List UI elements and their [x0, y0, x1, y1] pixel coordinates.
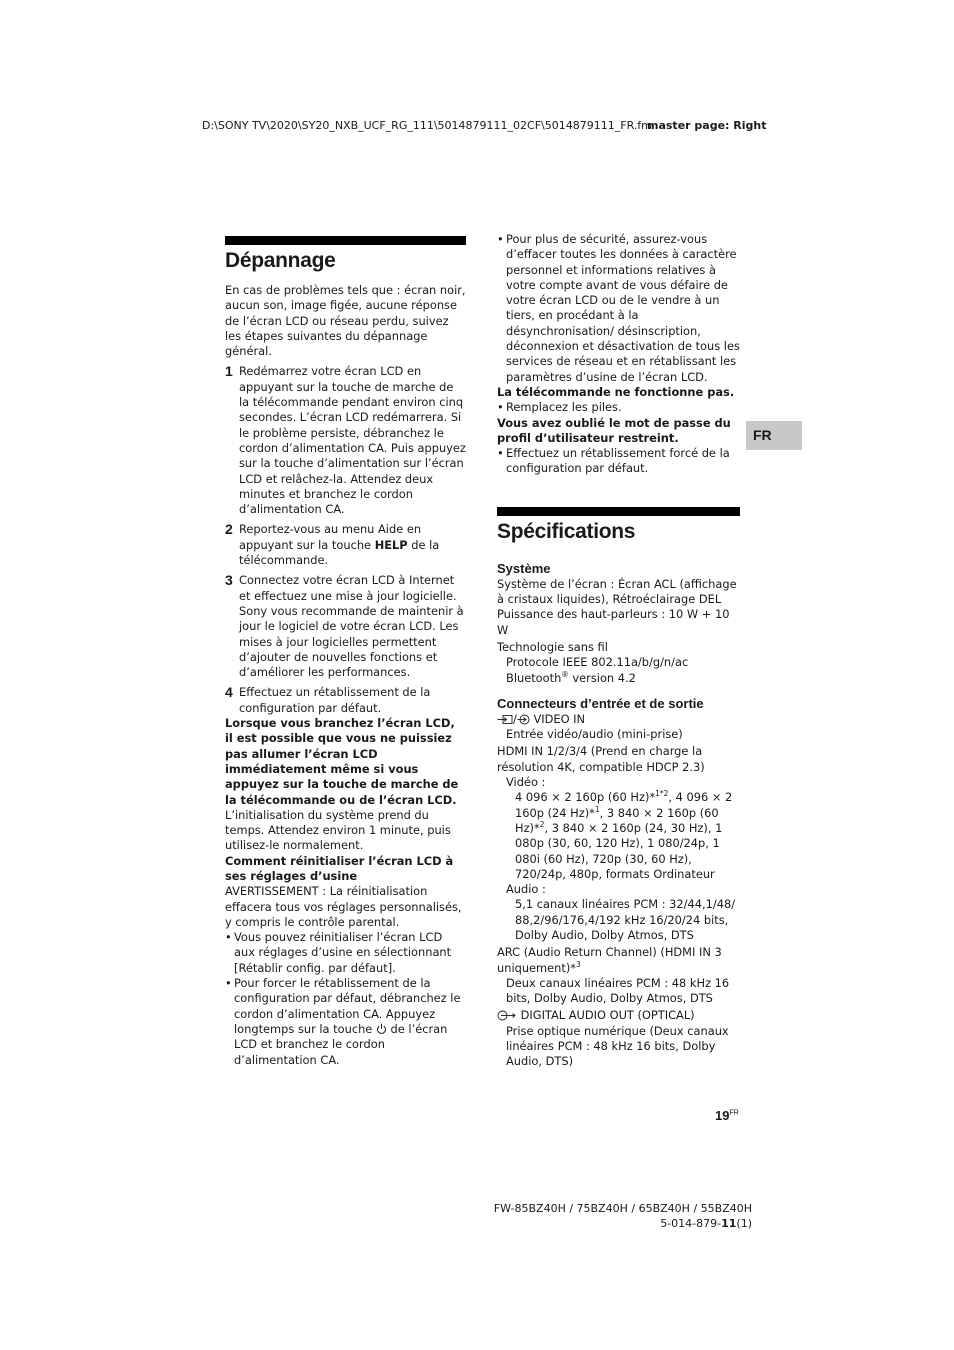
- spec-bluetooth: Bluetooth® version 4.2: [506, 669, 636, 685]
- file-path: D:\SONY TV\2020\SY20_NXB_UCF_RG_111\5014879111_02CF\5014879111_FR.fm: [202, 119, 652, 132]
- step-text: Reportez-vous au menu Aide en appuyant sur la touche HELP de la télécommande.: [239, 522, 440, 568]
- q2-title: Comment réinitialiser l’écran LCD à ses réglages d’usine: [225, 853, 454, 883]
- step-number: 4: [225, 684, 233, 701]
- section-title-depannage: Dépannage: [225, 249, 336, 272]
- q1-title: Lorsque vous branchez l’écran LCD, il est possible que vous ne puissiez pas allumer l’écran LCD immédiatement même si vous appuyez sur la touche de marche de la télécommande ou de l’écran LCD.: [225, 716, 459, 807]
- spec-video-in-desc: Entrée vidéo/audio (mini-prise): [506, 727, 683, 742]
- master-page-label: master page: Right: [647, 119, 767, 132]
- footer: [494, 1201, 752, 1231]
- step-4: [225, 685, 466, 716]
- spec-video-label: Vidéo :: [506, 775, 546, 790]
- left-column: [225, 236, 466, 1068]
- list-item: • Pour forcer le rétablissement de la configuration par défaut, débranchez le cordon d’alimentation CA. Appuyez longtemps sur la touche de l’écran LCD et branchez le cordon d’alimentation CA.: [225, 976, 461, 1067]
- q1-body: L’initialisation du système prend du temps. Attendez environ 1 minute, puis utilisez-le normalement.: [225, 807, 451, 853]
- step-text: Redémarrez votre écran LCD en appuyant sur la touche de marche de la télécommande pendant environ cinq secondes. L’écran LCD redémarrera. Si le problème persiste, débranchez le cordon d’alimentation CA. Puis appuyez sur la touche d’alimentation sur l’écran LCD et relâchez-la. Attendez deux minutes et branchez le cordon d’alimentation CA.: [239, 364, 466, 517]
- language-tab-label: FR: [753, 427, 772, 443]
- step-number: 3: [225, 572, 233, 589]
- section-title-specifications: Spécifications: [497, 519, 636, 543]
- section-bar: [225, 236, 466, 245]
- spec-optical: DIGITAL AUDIO OUT (OPTICAL): [497, 1008, 740, 1023]
- spec-optical-desc: Prise optique numérique (Deux canaux linéaires PCM : 48 kHz 16 bits, Dolby Audio, DTS): [506, 1023, 729, 1069]
- help-key-label: HELP: [374, 537, 408, 552]
- language-tab: [746, 421, 802, 450]
- footer-models: FW-85BZ40H / 75BZ40H / 65BZ40H / 55BZ40H: [493, 1202, 752, 1215]
- output-circle-icon: [497, 1010, 517, 1021]
- step-3: [225, 573, 466, 680]
- spec-arc-desc: Deux canaux linéaires PCM : 48 kHz 16 bits, Dolby Audio, Dolby Atmos, DTS: [506, 975, 730, 1006]
- list-item: • Remplacez les piles.: [497, 400, 622, 415]
- q2-body: AVERTISSEMENT : La réinitialisation effacera tous vos réglages personnalisés, y compris le contrôle parental.: [225, 884, 462, 929]
- step-1: [225, 364, 466, 517]
- spec-arc: ARC (Audio Return Channel) (HDMI IN 3 uniquement)*$^3$: [497, 945, 722, 975]
- spec-speaker: Puissance des haut-parleurs : 10 W + 10 W: [497, 607, 730, 637]
- q4-title: Vous avez oublié le mot de passe du profil d’utilisateur restreint.: [497, 415, 731, 445]
- footer-code: 5-014-879-11(1): [660, 1217, 752, 1230]
- list-item: • Pour plus de sécurité, assurez-vous d’effacer toutes les données à caractère personnel et informations relatives à votre compte avant de vous défaire de votre écran LCD ou de le vendre à un tiers, en procédant à la désynchronisation/ désinscription, déconnexion et désactivation de tous les services de réseau et en rétablissant les paramètres d’usine de l’écran LCD.: [497, 232, 740, 384]
- right-column: [497, 232, 740, 1070]
- spec-audio-formats: 5,1 canaux linéaires PCM : 32/44,1/48/ 88,2/96/176,4/192 kHz 16/20/24 bits, Dolby Audio, Dolby Atmos, DTS: [515, 897, 736, 942]
- spec-wireless-protocol: Protocole IEEE 802.11a/b/g/n/ac: [506, 655, 689, 670]
- page-number: $19^{FR}$: [715, 1108, 739, 1123]
- section-bar: [497, 507, 740, 516]
- subsection-systeme: Système: [497, 560, 551, 576]
- q3-title: La télécommande ne fonctionne pas.: [497, 384, 735, 399]
- power-icon: [376, 1023, 387, 1035]
- spec-hdmi: HDMI IN 1/2/3/4 (Prend en charge la résolution 4K, compatible HDCP 2.3): [497, 744, 705, 774]
- step-number: 2: [225, 521, 233, 538]
- list-item: • Vous pouvez réinitialiser l’écran LCD aux réglages d’usine en sélectionnant [Rétablir config. par défaut].: [225, 930, 452, 975]
- list-item: • Effectuez un rétablissement forcé de la configuration par défaut.: [497, 446, 730, 476]
- spec-video-in: / VIDEO IN: [497, 712, 740, 727]
- step-number: 1: [225, 363, 233, 380]
- depannage-intro: En cas de problèmes tels que : écran noir, aucun son, image figée, aucune réponse de l’écran LCD ou réseau perdu, suivez les étapes suivantes du dépannage général.: [225, 283, 466, 359]
- subsection-connecteurs: Connecteurs d’entrée et de sortie: [497, 695, 704, 711]
- input-icon: [497, 714, 513, 725]
- step-text: Effectuez un rétablissement de la configuration par défaut.: [239, 685, 431, 715]
- step-text: Connectez votre écran LCD à Internet et effectuez une mise à jour logicielle. Sony vous recommande de maintenir à jour le logiciel de votre écran LCD. Les mises à jour logicielles permettent d’ajouter de nouvelles fonctions et d’améliorer les performances.: [239, 573, 464, 680]
- spec-video-formats: 4 096 × 2 160p (60 Hz)*$^{1*2}$, 4 096 × 2 160p (24 Hz)*$^1$, 3 840 × 2 160p (60 Hz)*$^2$, 3 840 × 2 160p (24, 30 Hz), 1 080p (30, 60, 120 Hz), 1 080/24p, 1 080i (60 Hz), 720p (30, 60 Hz), 720/24p, 480p, formats Ordinateur: [515, 789, 733, 881]
- spec-display: Système de l’écran : Écran ACL (affichage à cristaux liquides), Rétroéclairage DEL: [497, 576, 737, 607]
- spec-wireless: Technologie sans fil: [497, 639, 608, 654]
- input-circle-icon: [517, 714, 530, 725]
- spec-audio-label: Audio :: [506, 882, 546, 897]
- step-2: [225, 522, 466, 568]
